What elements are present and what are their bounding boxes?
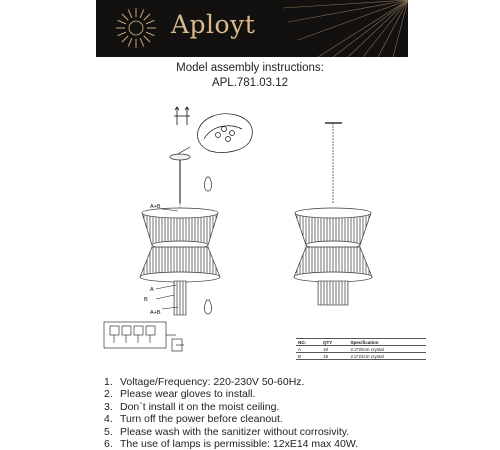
list-item: [104, 376, 358, 388]
spec-cell: 2.2*20cm crystal: [349, 346, 426, 353]
sun-logo-icon: [114, 6, 158, 50]
item-number: 1.: [104, 376, 113, 388]
item-number: 6.: [104, 438, 113, 450]
assembly-diagram: [80, 95, 440, 370]
item-number: 4.: [104, 413, 113, 426]
list-item: [104, 388, 358, 400]
list-item: [104, 413, 358, 425]
label-a-plus-b-top: A+B: [150, 204, 161, 210]
spec-table-header: [296, 339, 426, 346]
list-item: [104, 401, 358, 413]
page-title: Model assembly instructions:: [176, 62, 324, 74]
item-text: Voltage/Frequency: 220-230V 50-60Hz.: [120, 376, 305, 388]
bulb-icon: [204, 177, 211, 191]
list-item: [104, 426, 358, 438]
model-number: APL.781.03.12: [211, 77, 289, 89]
decorative-rays: [278, 0, 408, 57]
brand-banner: [96, 0, 408, 57]
hand-detail-icon: [176, 114, 252, 155]
wiring-diagram-icon: [104, 322, 184, 351]
arrows-icon: [174, 107, 190, 125]
label-a: A: [150, 287, 154, 293]
table-row: [296, 346, 426, 353]
instructions-list: [104, 376, 358, 450]
item-number: 2.: [104, 388, 113, 401]
spec-cell: 18: [321, 353, 349, 360]
spec-table: [296, 338, 426, 360]
label-a-plus-b-bottom: A+B: [150, 310, 161, 316]
list-item: [104, 438, 358, 450]
label-b: B: [144, 297, 148, 303]
item-text: The use of lamps is permissible: 12xE14 max 40W.: [120, 438, 359, 450]
spec-header-qty: QTY: [321, 339, 349, 346]
spec-header-specification: Specification: [349, 339, 426, 346]
item-text: Please wear gloves to install.: [120, 388, 256, 401]
brand-name: Aployt: [171, 10, 256, 39]
item-text: Turn off the power before cleanout.: [120, 413, 283, 426]
item-text: Please wash with the sanitizer without corrosivity.: [120, 425, 350, 438]
spec-header-no: NO.: [296, 339, 321, 346]
item-text: Don`t install it on the moist ceiling.: [120, 400, 280, 413]
spec-cell: 18: [321, 346, 349, 353]
item-number: 3.: [104, 400, 113, 413]
table-row: [296, 353, 426, 360]
spec-cell: B: [296, 353, 321, 360]
spec-cell: A: [296, 346, 321, 353]
spec-cell: 2.2*22cm crystal: [349, 353, 426, 360]
item-number: 5.: [104, 425, 113, 438]
